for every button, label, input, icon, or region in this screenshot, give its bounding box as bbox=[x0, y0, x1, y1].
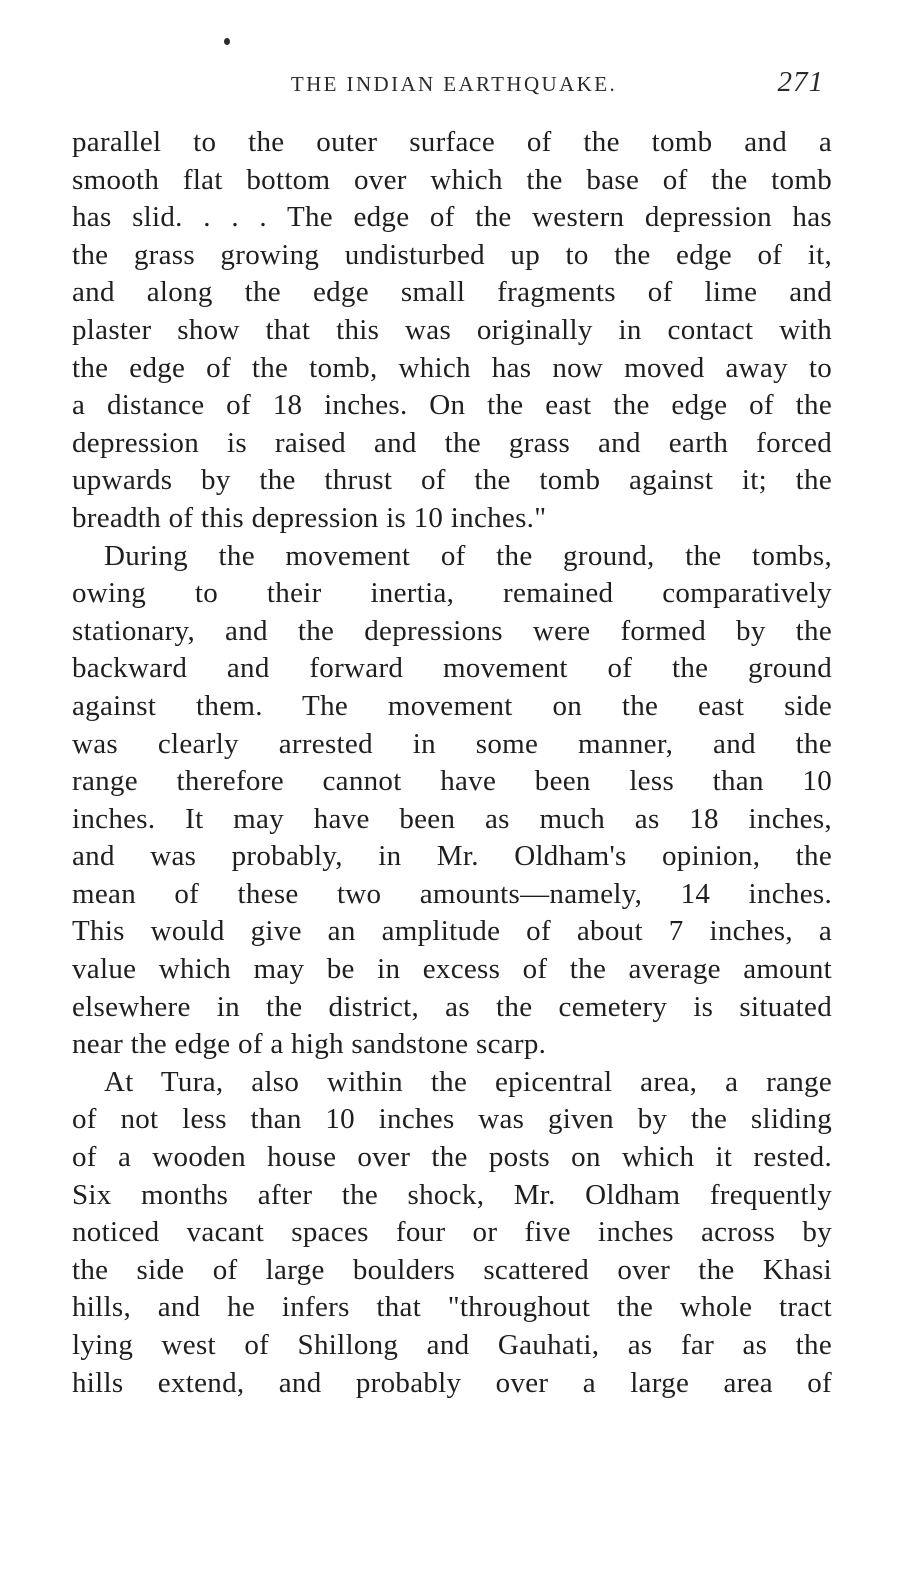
text-line: was clearly arrested in some manner, and the bbox=[72, 727, 832, 760]
text-line: noticed vacant spaces four or five inches across by bbox=[72, 1216, 832, 1249]
text-line: hills extend, and probably over a large area of bbox=[72, 1366, 832, 1399]
text-line: of not less than 10 inches was given by the sliding bbox=[72, 1103, 832, 1136]
text-line: against them. The movement on the east side bbox=[72, 689, 832, 722]
paragraph-3 bbox=[72, 1064, 832, 1402]
paragraph-2 bbox=[72, 538, 832, 1064]
page-number: 271 bbox=[777, 66, 824, 98]
text-line: of a wooden house over the posts on which it rested. bbox=[72, 1141, 832, 1174]
text-line: smooth flat bottom over which the base of the tomb bbox=[72, 163, 832, 196]
text-line: inches. It may have been as much as 18 inches, bbox=[72, 802, 832, 835]
text-line: near the edge of a high sandstone scarp. bbox=[72, 1028, 547, 1061]
body-text bbox=[72, 124, 832, 1402]
text-line: range therefore cannot have been less than 10 bbox=[72, 765, 832, 798]
text-line: and was probably, in Mr. Oldham's opinion, the bbox=[72, 840, 832, 873]
text-line: the grass growing undisturbed up to the edge of it, bbox=[72, 238, 832, 271]
text-line: backward and forward movement of the ground bbox=[72, 652, 832, 685]
text-line: parallel to the outer surface of the tomb and a bbox=[72, 126, 832, 158]
text-line: elsewhere in the district, as the cemetery is situated bbox=[72, 990, 832, 1023]
running-title: THE INDIAN EARTHQUAKE. bbox=[290, 72, 618, 96]
text-line: At Tura, also within the epicentral area, a range bbox=[104, 1065, 832, 1098]
text-line: During the movement of the ground, the tombs, bbox=[104, 539, 832, 572]
text-line: This would give an amplitude of about 7 inches, a bbox=[72, 915, 832, 948]
text-line: a distance of 18 inches. On the east the edge of the bbox=[72, 389, 832, 422]
text-line: the edge of the tomb, which has now moved away to bbox=[72, 351, 832, 384]
text-line: value which may be in excess of the average amount bbox=[72, 953, 832, 986]
text-line: upwards by the thrust of the tomb against it; the bbox=[72, 464, 832, 497]
ink-speck bbox=[224, 38, 230, 45]
text-line: lying west of Shillong and Gauhati, as far as the bbox=[72, 1329, 832, 1361]
text-line: Six months after the shock, Mr. Oldham frequently bbox=[72, 1178, 832, 1211]
paragraph-1 bbox=[72, 124, 832, 538]
page-header bbox=[78, 66, 830, 106]
text-line: the side of large boulders scattered over the Khasi bbox=[72, 1253, 832, 1286]
text-line: depression is raised and the grass and earth forced bbox=[72, 426, 832, 459]
text-line: and along the edge small fragments of lime and bbox=[72, 276, 832, 309]
text-line: breadth of this depression is 10 inches." bbox=[72, 501, 547, 534]
text-line: owing to their inertia, remained comparatively bbox=[72, 577, 832, 610]
text-line: stationary, and the depressions were formed by the bbox=[72, 614, 832, 647]
text-line: mean of these two amounts—namely, 14 inches. bbox=[72, 877, 832, 910]
text-line: has slid. . . . The edge of the western depression has bbox=[72, 201, 832, 234]
text-line: hills, and he infers that "throughout the whole tract bbox=[72, 1291, 832, 1324]
text-line: plaster show that this was originally in contact with bbox=[72, 313, 832, 346]
